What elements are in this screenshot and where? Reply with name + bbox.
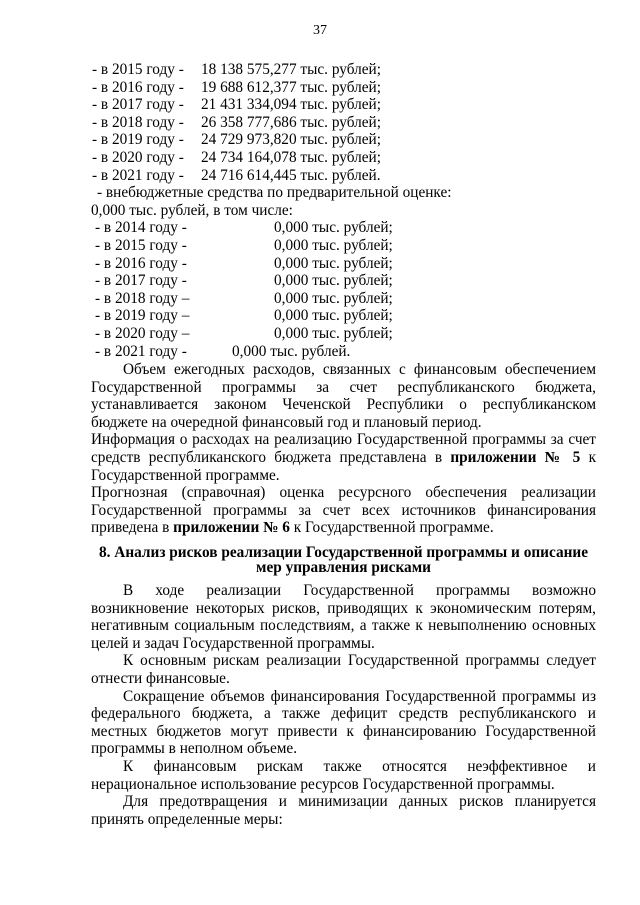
list-item: - в 2019 году – 0,000 тыс. рублей;: [95, 307, 393, 325]
budget-list: [0, 61, 640, 360]
list-item: - в 2016 году - 19 688 612,377 тыс. рублей;: [92, 78, 381, 96]
page-number: 37: [313, 23, 327, 38]
list-item: - в 2017 году - 21 431 334,094 тыс. рублей;: [92, 96, 381, 114]
paragraph: В ходе реализации Государственной программы возможно возникновение некоторых рисков, приводящих к экономическим потерям, негативным социальным последствиям, а также к невыполнению основных целей и задач Государственной программы.: [91, 582, 596, 652]
paragraph: Объем ежегодных расходов, связанных с финансовым обеспечением Государственной программы за счет республиканского бюджета, устанавливается законом Чеченской Республики о республиканском бюджете на очередной финансовый год и плановый период.: [91, 361, 596, 431]
appendix-ref: приложении № 5: [450, 448, 581, 466]
list-item: - в 2016 году - 0,000 тыс. рублей;: [95, 254, 393, 272]
list-item: - в 2018 году – 0,000 тыс. рублей;: [95, 289, 393, 307]
list-item: - в 2018 году - 26 358 777,686 тыс. рублей;: [92, 113, 381, 131]
extra-total: 0,000 тыс. рублей, в том числе:: [91, 201, 293, 219]
list-item: - в 2017 году - 0,000 тыс. рублей;: [95, 272, 393, 290]
list-item: - в 2020 году - 24 734 164,078 тыс. рублей;: [92, 148, 381, 166]
list-item: - в 2019 году - 24 729 973,820 тыс. рублей;: [92, 131, 381, 149]
list-item: - в 2020 году – 0,000 тыс. рублей;: [95, 324, 393, 342]
list-item: - в 2014 году - 0,000 тыс. рублей;: [95, 219, 393, 237]
risk-paragraphs: [91, 582, 596, 828]
extra-intro: - внебюджетные средства по предварительной оценке:: [97, 184, 452, 202]
paragraph: Для предотвращения и минимизации данных рисков планируется принять определенные меры:: [91, 793, 596, 828]
appendix-ref: приложении № 6: [173, 519, 290, 537]
finance-paragraphs: [91, 361, 596, 537]
list-item: - в 2021 году - 0,000 тыс. рублей.: [95, 342, 351, 360]
list-item: - в 2015 году - 0,000 тыс. рублей;: [95, 236, 393, 254]
section-heading: 8. Анализ рисков реализации Государственной программы и описание мер управления рисками: [98, 544, 589, 576]
paragraph: Информация о расходах на реализацию Государственной программы за счет средств республиканского бюджета представлена в приложении № 5 к Государственной программе.: [91, 431, 596, 484]
paragraph: К основным рискам реализации Государственной программы следует отнести финансовые.: [91, 652, 596, 687]
list-item: - в 2021 году - 24 716 614,445 тыс. рублей.: [92, 166, 381, 184]
list-item: - в 2015 году - 18 138 575,277 тыс. рублей;: [92, 61, 381, 78]
paragraph: Сокращение объемов финансирования Государственной программы из федерального бюджета, а также дефицит средств республиканского и местных бюджетов могут привести к финансированию Государственной программы в неполном объеме.: [91, 687, 596, 758]
paragraph: К финансовым рискам также относятся неэффективное и нерациональное использование ресурсов Государственной программы.: [91, 757, 596, 793]
paragraph: Прогнозная (справочная) оценка ресурсного обеспечения реализации Государственной программы за счет всех источников финансирования приведена в приложении № 6 к Государственной программе.: [91, 484, 596, 537]
